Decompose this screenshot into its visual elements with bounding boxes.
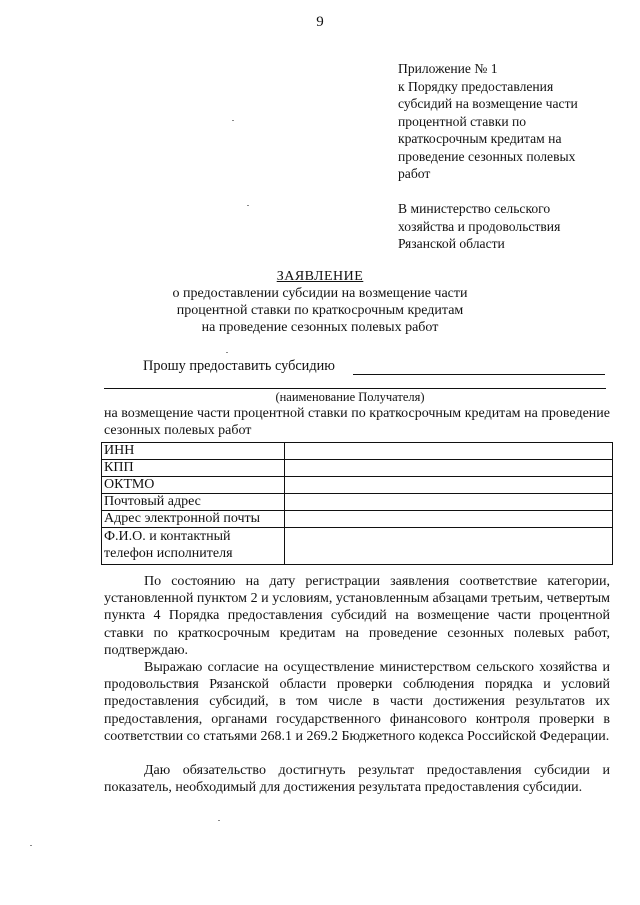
table-row (102, 511, 613, 528)
table-row (102, 528, 613, 565)
row-label: Адрес электронной почты (102, 511, 285, 528)
scan-speck (226, 352, 228, 353)
document-title (0, 268, 640, 336)
recipient-name-field-line2[interactable] (104, 388, 606, 389)
title-line: процентной ставки по краткосрочным кредитам (176, 303, 464, 318)
appendix-line: процентной ставки по (398, 113, 527, 129)
page-number: 9 (316, 14, 324, 30)
title-line: на проведение сезонных полевых работ (201, 320, 439, 335)
row-value-field[interactable] (285, 528, 613, 565)
appendix-line: краткосрочным кредитам на (398, 131, 562, 146)
table-row (102, 443, 613, 460)
request-label: Прошу предоставить субсидию (143, 358, 335, 374)
title-main: ЗАЯВЛЕНИЕ (276, 269, 364, 284)
appendix-note (398, 60, 628, 183)
confirmation-paragraph: По состоянию на дату регистрации заявления соответствие категории, установленной пунктом 2 и условиям, установленным абзацами третьим, четвертым пункта 4 Порядка предоставления субсидий на возмещение части процентной ставки по краткосрочным кредитам на проведение сезонных полевых работ, подтверждаю. (104, 574, 610, 658)
row-label: ИНН (102, 443, 285, 460)
title-line: о предоставлении субсидии на возмещение части (172, 286, 468, 301)
row-label: ОКТМО (102, 477, 285, 494)
appendix-line: субсидий на возмещение части (398, 96, 578, 111)
appendix-line: к Порядку предоставления (398, 78, 554, 94)
scan-speck (218, 820, 220, 821)
row-value-field[interactable] (285, 511, 613, 528)
row-value-field[interactable] (285, 494, 613, 511)
consent-paragraph: Выражаю согласие на осуществление министерством сельского хозяйства и продовольствия Рязанской области проверки соблюдения порядка и условий предоставления субсидий, в том числе в части достижения результатов их предоставления, органами государственного финансового контроля проверки в соответствии со статьями 268.1 и 269.2 Бюджетного кодекса Российской Федерации. (104, 660, 610, 744)
table-row (102, 494, 613, 511)
recipient-line: Рязанской области (398, 236, 505, 251)
requisites-table (101, 442, 613, 565)
appendix-line: работ (398, 166, 431, 181)
appendix-line: проведение сезонных полевых (398, 148, 576, 164)
purpose-text: на возмещение части процентной ставки по краткосрочным кредитам на проведение сезонных полевых работ (104, 406, 610, 439)
row-value-field[interactable] (285, 460, 613, 477)
row-label: КПП (102, 460, 285, 477)
scan-speck (232, 120, 234, 121)
row-value-field[interactable] (285, 443, 613, 460)
recipient-name-field[interactable] (353, 374, 605, 375)
scan-speck (30, 845, 32, 846)
recipient-caption: (наименование Получателя) (275, 390, 425, 404)
table-row (102, 460, 613, 477)
row-value-field[interactable] (285, 477, 613, 494)
row-label: Ф.И.О. и контактный телефон исполнителя (102, 528, 285, 565)
table-row (102, 477, 613, 494)
appendix-line: Приложение № 1 (398, 61, 498, 76)
recipient-line: хозяйства и продовольствия (398, 218, 561, 234)
recipient-line: В министерство сельского (398, 201, 551, 216)
obligation-paragraph: Даю обязательство достигнуть результат предоставления субсидии и показатель, необходимый для достижения результата предоставления субсидии. (104, 763, 610, 796)
recipient-block (398, 200, 628, 253)
row-label: Почтовый адрес (102, 494, 285, 511)
scan-speck (247, 205, 249, 206)
